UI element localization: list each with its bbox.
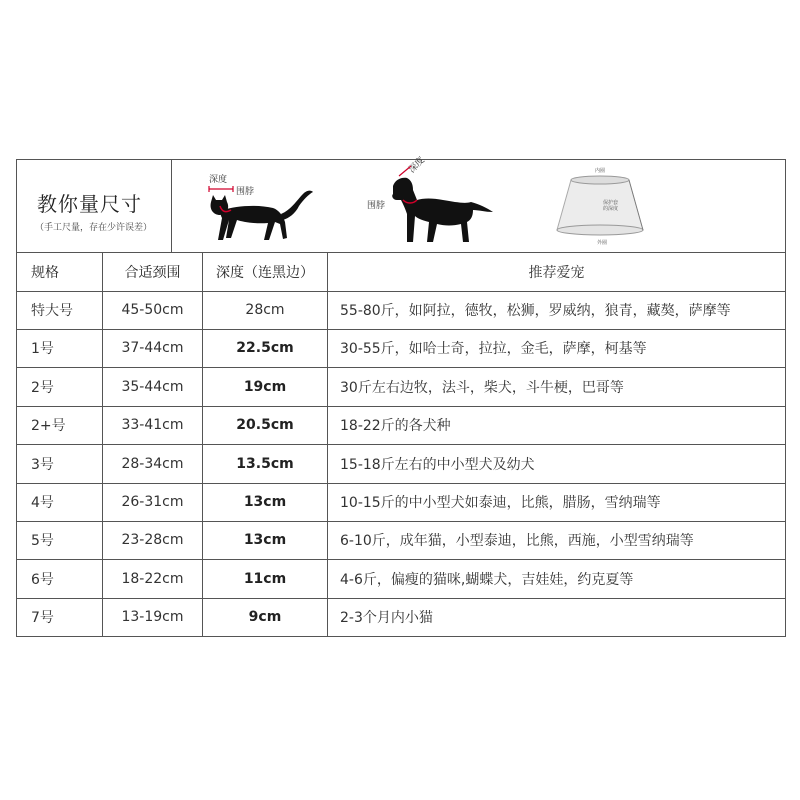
- cone-depth-label-2: 的深度: [603, 206, 619, 212]
- cone-illustration: [545, 160, 655, 252]
- size-cell: 2号: [17, 367, 103, 406]
- neck-cell: 33-41cm: [103, 406, 203, 444]
- neck-cell: 35-44cm: [103, 367, 203, 406]
- dog-silhouette-icon: [363, 160, 493, 252]
- header-pets: 推荐爱宠: [528, 264, 585, 281]
- neck-cell: 37-44cm: [103, 329, 203, 367]
- neck-cell: 45-50cm: [103, 291, 203, 329]
- cone-inner-label: 内圈: [595, 168, 606, 174]
- pets-cell: 2-3个月内小猫: [340, 610, 433, 626]
- depth-cell: 13cm: [203, 483, 328, 521]
- size-cell: 5号: [17, 521, 103, 559]
- table-row: [17, 521, 785, 560]
- size-cell: 7号: [17, 598, 103, 636]
- cat-silhouette-icon: [203, 160, 333, 252]
- depth-cell: 22.5cm: [203, 329, 328, 367]
- neck-cell: 13-19cm: [103, 598, 203, 636]
- header-neck: 合适颈围: [103, 252, 203, 291]
- depth-cell: 19cm: [203, 367, 328, 406]
- pets-cell: 4-6斤，偏瘦的猫咪,蝴蝶犬，吉娃娃，约克夏等: [340, 571, 634, 588]
- dog-illustration: [363, 155, 493, 252]
- page-subtitle: （手工尺量，存在少许误差）: [35, 223, 153, 233]
- depth-cell: 9cm: [203, 598, 328, 636]
- table-row: [17, 367, 785, 407]
- header-size: 规格: [17, 252, 103, 291]
- pets-cell: 6-10斤，成年猫，小型泰迪，比熊，西施，小型雪纳瑞等: [340, 533, 694, 549]
- pets-cell: 30-55斤，如哈士奇，拉拉，金毛，萨摩，柯基等: [340, 341, 647, 357]
- size-cell: 3号: [17, 444, 103, 483]
- table-row: [17, 329, 785, 368]
- table-header-row: [17, 252, 785, 292]
- dog-neck-label: 围脖: [367, 201, 386, 211]
- neck-cell: 23-28cm: [103, 521, 203, 559]
- size-cell: 1号: [17, 329, 103, 367]
- table-row: [17, 406, 785, 445]
- table-row: [17, 559, 785, 599]
- pets-cell: 10-15斤的中小型犬如泰迪，比熊，腊肠，雪纳瑞等: [340, 495, 661, 511]
- pets-cell: 55-80斤，如阿拉，德牧，松狮，罗威纳，狼青，藏獒，萨摩等: [340, 303, 731, 319]
- size-cell: 特大号: [17, 291, 103, 329]
- pets-cell: 30斤左右边牧，法斗，柴犬，斗牛梗，巴哥等: [340, 379, 624, 396]
- size-chart: [16, 155, 786, 637]
- size-cell: 6号: [17, 559, 103, 598]
- cat-depth-label: 深度: [209, 175, 228, 185]
- depth-cell: 28cm: [203, 291, 328, 329]
- table-row: [17, 291, 785, 330]
- header-depth: 深度（连黑边）: [203, 252, 328, 291]
- neck-cell: 26-31cm: [103, 483, 203, 521]
- cone-outer-label: 外圈: [597, 240, 608, 246]
- title-cell: [17, 160, 172, 252]
- pets-cell: 18-22斤的各犬种: [340, 418, 451, 434]
- table-row: [17, 598, 785, 636]
- neck-cell: 18-22cm: [103, 559, 203, 598]
- cat-neck-label: 围脖: [236, 187, 255, 197]
- table-row: [17, 444, 785, 484]
- pets-cell: 15-18斤左右的中小型犬及幼犬: [340, 456, 535, 473]
- depth-cell: 20.5cm: [203, 406, 328, 444]
- size-cell: 4号: [17, 483, 103, 521]
- neck-cell: 28-34cm: [103, 444, 203, 483]
- depth-cell: 13cm: [203, 521, 328, 559]
- cat-illustration: [203, 160, 333, 252]
- page-title: 教你量尺寸: [37, 192, 142, 216]
- size-cell: 2+号: [17, 406, 103, 444]
- measure-guide-header: [17, 155, 785, 253]
- table-row: [17, 483, 785, 522]
- depth-cell: 13.5cm: [203, 444, 328, 483]
- depth-cell: 11cm: [203, 559, 328, 598]
- dog-depth-label: 深度: [407, 155, 427, 176]
- cone-depth-label-1: 保护套: [603, 200, 619, 206]
